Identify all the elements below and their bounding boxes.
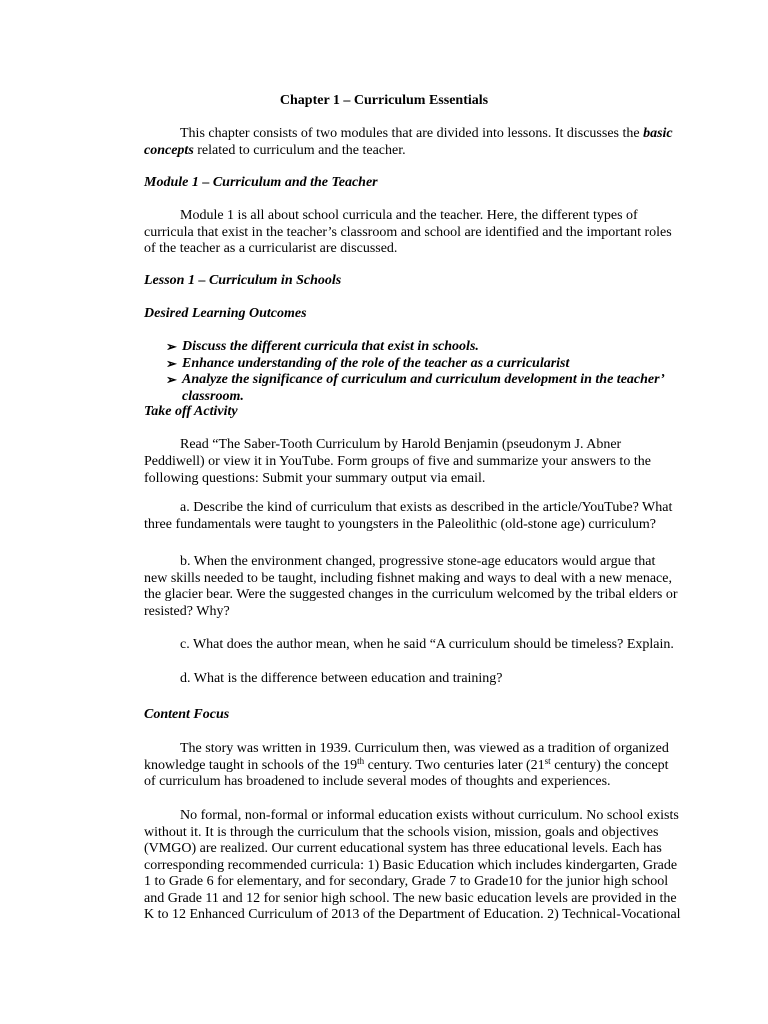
content-heading: Content Focus xyxy=(144,707,230,722)
arrow-bullet-icon: ➢ xyxy=(166,339,177,354)
outcomes-heading: Desired Learning Outcomes xyxy=(144,306,307,321)
chapter-title: Chapter 1 – Curriculum Essentials xyxy=(279,93,489,108)
arrow-bullet-icon: ➢ xyxy=(166,372,177,387)
question-d: d. What is the difference between education and training? xyxy=(180,671,503,686)
question-a: a. Describe the kind of curriculum that exists as described in the article/YouTube? What three fundamentals were taught to youngsters in the Paleolithic (old-stone age) curriculum? xyxy=(144,500,673,532)
question-c: c. What does the author mean, when he said “A curriculum should be timeless? Explain. xyxy=(180,637,674,652)
intro-text-end: related to curriculum and the teacher. xyxy=(193,142,406,158)
arrow-bullet-icon: ➢ xyxy=(166,355,177,371)
list-item: ➢ Enhance understanding of the role of the teacher as a curricularist xyxy=(166,355,570,371)
content-paragraph-2: No formal, non-formal or informal education exists without curriculum. No school exists without it. It is through the curriculum that the schools vision, mission, goals and objectives (VMGO) are realized. Our current educational system has three educational levels. Each has corresponding recommended curricula: 1) Basic Education which includes kindergarten, Grade 1 to Grade 6 for elementary, and for secondary, Grade 7 to Grade10 for the junior high school and Grade 11 and 12 for senior high school. The new basic education levels are provided in the K to 12 Enhanced Curriculum of 2013 of the Department of Education. 2) Technical-Vocational xyxy=(144,808,681,922)
list-item: ➢ Analyze the significance of curriculum and curriculum development in the teacher’ classroom. xyxy=(166,372,664,404)
module-paragraph: Module 1 is all about school curricula and the teacher. Here, the different types of curricula that exist in the teacher’s classroom and school are identified and the important roles of the teacher as a curricularist are discussed. xyxy=(144,208,672,256)
activity-heading: Take off Activity xyxy=(144,404,238,419)
intro-emphasis: basic concepts xyxy=(144,126,673,158)
list-item: ➢ Discuss the different curricula that exist in schools. xyxy=(166,339,479,354)
activity-paragraph: Read “The Saber-Tooth Curriculum by Harold Benjamin (pseudonym J. Abner Peddiwell) or view it in YouTube. Form groups of five and summarize your answers to the following questions: Submit your summary output via email. xyxy=(144,437,651,486)
intro-paragraph xyxy=(144,126,682,159)
module-heading: Module 1 – Curriculum and the Teacher xyxy=(144,175,378,190)
intro-text: This chapter consists of two modules that are divided into lessons. It discusses the xyxy=(180,126,644,141)
content-paragraph-1: The story was written in 1939. Curriculum then, was viewed as a tradition of organized knowledge taught in schools of the 19th century. Two centuries later (21st century) the concept of curriculum has broadened to include several modes of thoughts and experiences. xyxy=(144,741,669,789)
question-b: b. When the environment changed, progressive stone-age educators would argue that new skills needed to be taught, including fishnet making and ways to deal with a new menace, the glacier bear. Were the suggested changes in the curriculum welcomed by the tribal elders or resisted? Why? xyxy=(144,554,678,619)
outcomes-list xyxy=(166,339,666,405)
lesson-heading: Lesson 1 – Curriculum in Schools xyxy=(144,273,342,288)
